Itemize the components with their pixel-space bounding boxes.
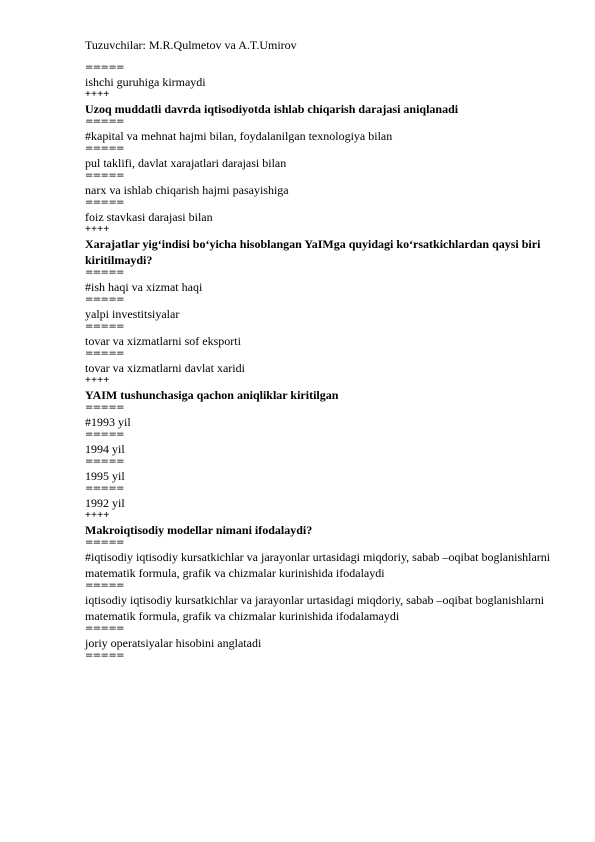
answer-option: pul taklifi, davlat xarajatlari darajasi bilan	[85, 156, 287, 170]
option-separator: =====	[85, 650, 124, 661]
answer-option: #iqtisodiy iqtisodiy kursatkichlar va jarayonlar urtasidagi miqdoriy, sabab –oqibat boglanishlarni matematik formula, grafik va chizmalar kurinishida ifodalaydi	[85, 550, 551, 580]
option-separator: =====	[85, 62, 124, 73]
option-separator: =====	[85, 321, 124, 332]
option-separator: =====	[85, 580, 124, 591]
option-separator: =====	[85, 429, 124, 440]
answer-option: yalpi investitsiyalar	[85, 307, 180, 321]
question-separator: ++++	[85, 224, 110, 235]
option-separator: =====	[85, 116, 124, 127]
question-separator: ++++	[85, 375, 110, 386]
question-separator: ++++	[85, 510, 110, 521]
option-separator: =====	[85, 267, 124, 278]
option-separator: =====	[85, 402, 124, 413]
option-separator: =====	[85, 537, 124, 548]
option-separator: =====	[85, 483, 124, 494]
answer-option: 1995 yil	[85, 469, 125, 483]
option-separator: =====	[85, 623, 124, 634]
answer-option: foiz stavkasi darajasi bilan	[85, 210, 213, 224]
answer-option: 1994 yil	[85, 442, 125, 456]
question-text: Xarajatlar yig‘indisi bo‘yicha hisoblangan YaIMga quyidagi ko‘rsatkichlardan qaysi biri kiritilmaydi?	[85, 237, 541, 267]
answer-option: #ish haqi va xizmat haqi	[85, 280, 203, 294]
answer-option: #1993 yil	[85, 415, 131, 429]
question-separator: ++++	[85, 89, 110, 100]
option-separator: =====	[85, 170, 124, 181]
answer-option: tovar va xizmatlarni davlat xaridi	[85, 361, 245, 375]
question-text: Makroiqtisodiy modellar nimani ifodalaydi?	[85, 523, 313, 537]
page-header: Tuzuvchilar: M.R.Qulmetov va A.T.Umirov	[85, 38, 297, 52]
option-separator: =====	[85, 294, 124, 305]
option-separator: =====	[85, 456, 124, 467]
answer-option: #kapital va mehnat hajmi bilan, foydalanilgan texnologiya bilan	[85, 129, 393, 143]
answer-option: narx va ishlab chiqarish hajmi pasayishiga	[85, 183, 289, 197]
question-text: Uzoq muddatli davrda iqtisodiyotda ishlab chiqarish darajasi aniqlanadi	[85, 102, 459, 116]
answer-option: 1992 yil	[85, 496, 125, 510]
answer-option: tovar va xizmatlarni sof eksporti	[85, 334, 241, 348]
option-separator: =====	[85, 143, 124, 154]
answer-option: joriy operatsiyalar hisobini anglatadi	[85, 636, 262, 650]
option-separator: =====	[85, 348, 124, 359]
answer-option: ishchi guruhiga kirmaydi	[85, 75, 206, 89]
question-text: YAIM tushunchasiga qachon aniqliklar kiritilgan	[85, 388, 339, 402]
test-content	[85, 63, 555, 662]
option-separator: =====	[85, 197, 124, 208]
answer-option: iqtisodiy iqtisodiy kursatkichlar va jarayonlar urtasidagi miqdoriy, sabab –oqibat boglanishlarni matematik formula, grafik va chizmalar kurinishida ifodalamaydi	[85, 593, 545, 623]
